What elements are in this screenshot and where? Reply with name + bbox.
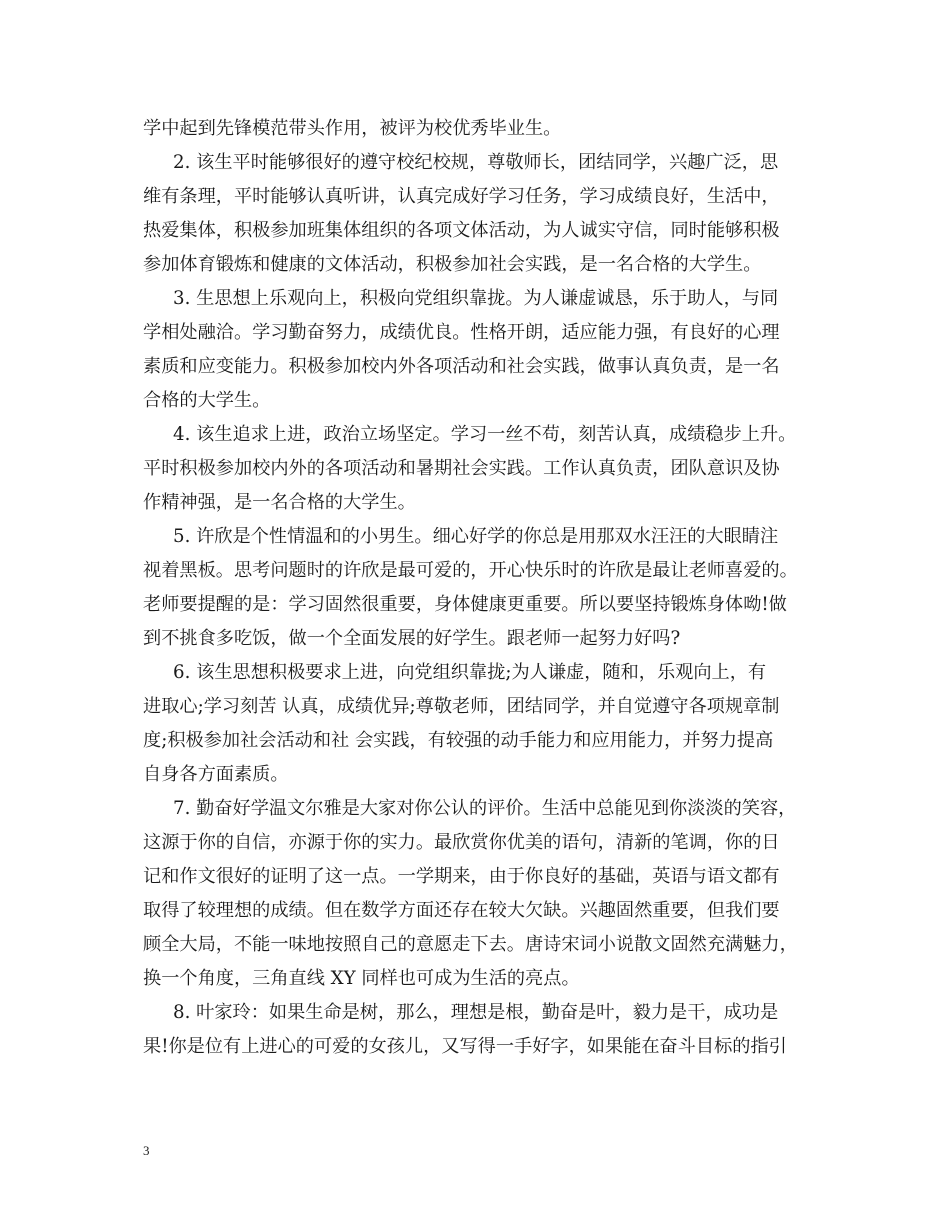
text-line: 老师要提醒的是：学习固然很重要，身体健康更重要。所以要坚持锻炼身体呦!做: [143, 594, 787, 615]
text-line: 果!你是位有上进心的可爱的女孩儿，又写得一手好字，如果能在奋斗目标的指引: [143, 1036, 787, 1057]
text-line: 记和作文很好的证明了这一点。一学期来，由于你良好的基础，英语与语文都有: [143, 866, 780, 887]
paragraph-first-line: 2. 该生平时能够很好的遵守校纪校规，尊敬师长，团结同学，兴趣广泛，思: [173, 152, 779, 173]
text-line: 作精神强，是一名合格的大学生。: [143, 492, 416, 513]
paragraph-first-line: 8. 叶家玲：如果生命是树，那么，理想是根，勤奋是叶，毅力是干，成功是: [173, 1002, 779, 1023]
paragraph-first-line: 5. 许欣是个性情温和的小男生。细心好学的你总是用那双水汪汪的大眼睛注: [173, 526, 779, 547]
page-number: 3: [143, 1143, 150, 1158]
text-line: 自身各方面素质。: [143, 764, 289, 785]
text-line: 换一个角度，三角直线 XY 同样也可成为生活的亮点。: [143, 968, 580, 989]
text-line: 视着黑板。思考问题时的许欣是最可爱的，开心快乐时的许欣是最让老师喜爱的。: [143, 560, 798, 581]
paragraph-first-line: 4. 该生追求上进，政治立场坚定。学习一丝不苟，刻苦认真，成绩稳步上升。: [173, 424, 797, 445]
text-line: 学中起到先锋模范带头作用，被评为校优秀毕业生。: [143, 118, 562, 139]
text-line: 平时积极参加校内外的各项活动和暑期社会实践。工作认真负责，团队意识及协: [143, 458, 780, 479]
paragraph-first-line: 7. 勤奋好学温文尔雅是大家对你公认的评价。生活中总能见到你淡淡的笑容，: [173, 798, 797, 819]
text-line: 学相处融洽。学习勤奋努力，成绩优良。性格开朗，适应能力强，有良好的心理: [143, 322, 780, 343]
text-line: 合格的大学生。: [143, 390, 271, 411]
text-line: 这源于你的自信，亦源于你的实力。最欣赏你优美的语句，清新的笔调，你的日: [143, 832, 780, 853]
paragraph-first-line: 6. 该生思想积极要求上进，向党组织靠拢;为人谦虚，随和，乐观向上，有: [173, 662, 767, 683]
text-line: 进取心;学习刻苦 认真，成绩优异;尊敬老师，团结同学，并自觉遵守各项规章制: [143, 696, 780, 717]
text-line: 取得了较理想的成绩。但在数学方面还存在较大欠缺。兴趣固然重要，但我们要: [143, 900, 780, 921]
text-line: 维有条理，平时能够认真听讲，认真完成好学习任务，学习成绩良好，生活中，: [143, 186, 780, 207]
text-line: 素质和应变能力。积极参加校内外各项活动和社会实践，做事认真负责，是一名: [143, 356, 780, 377]
text-line: 度;积极参加社会活动和社 会实践，有较强的动手能力和应用能力，并努力提高: [143, 730, 774, 751]
document-body: [143, 112, 823, 1064]
text-line: 顾全大局，不能一味地按照自己的意愿走下去。唐诗宋词小说散文固然充满魅力，: [143, 934, 798, 955]
text-line: 参加体育锻炼和健康的文体活动，积极参加社会实践，是一名合格的大学生。: [143, 254, 762, 275]
text-line: 到不挑食多吃饭，做一个全面发展的好学生。跟老师一起努力好吗?: [143, 628, 681, 649]
text-line: 热爱集体，积极参加班集体组织的各项文体活动，为人诚实守信，同时能够积极: [143, 220, 780, 241]
paragraph-first-line: 3. 生思想上乐观向上，积极向党组织靠拢。为人谦虚诚恳，乐于助人，与同: [173, 288, 779, 309]
